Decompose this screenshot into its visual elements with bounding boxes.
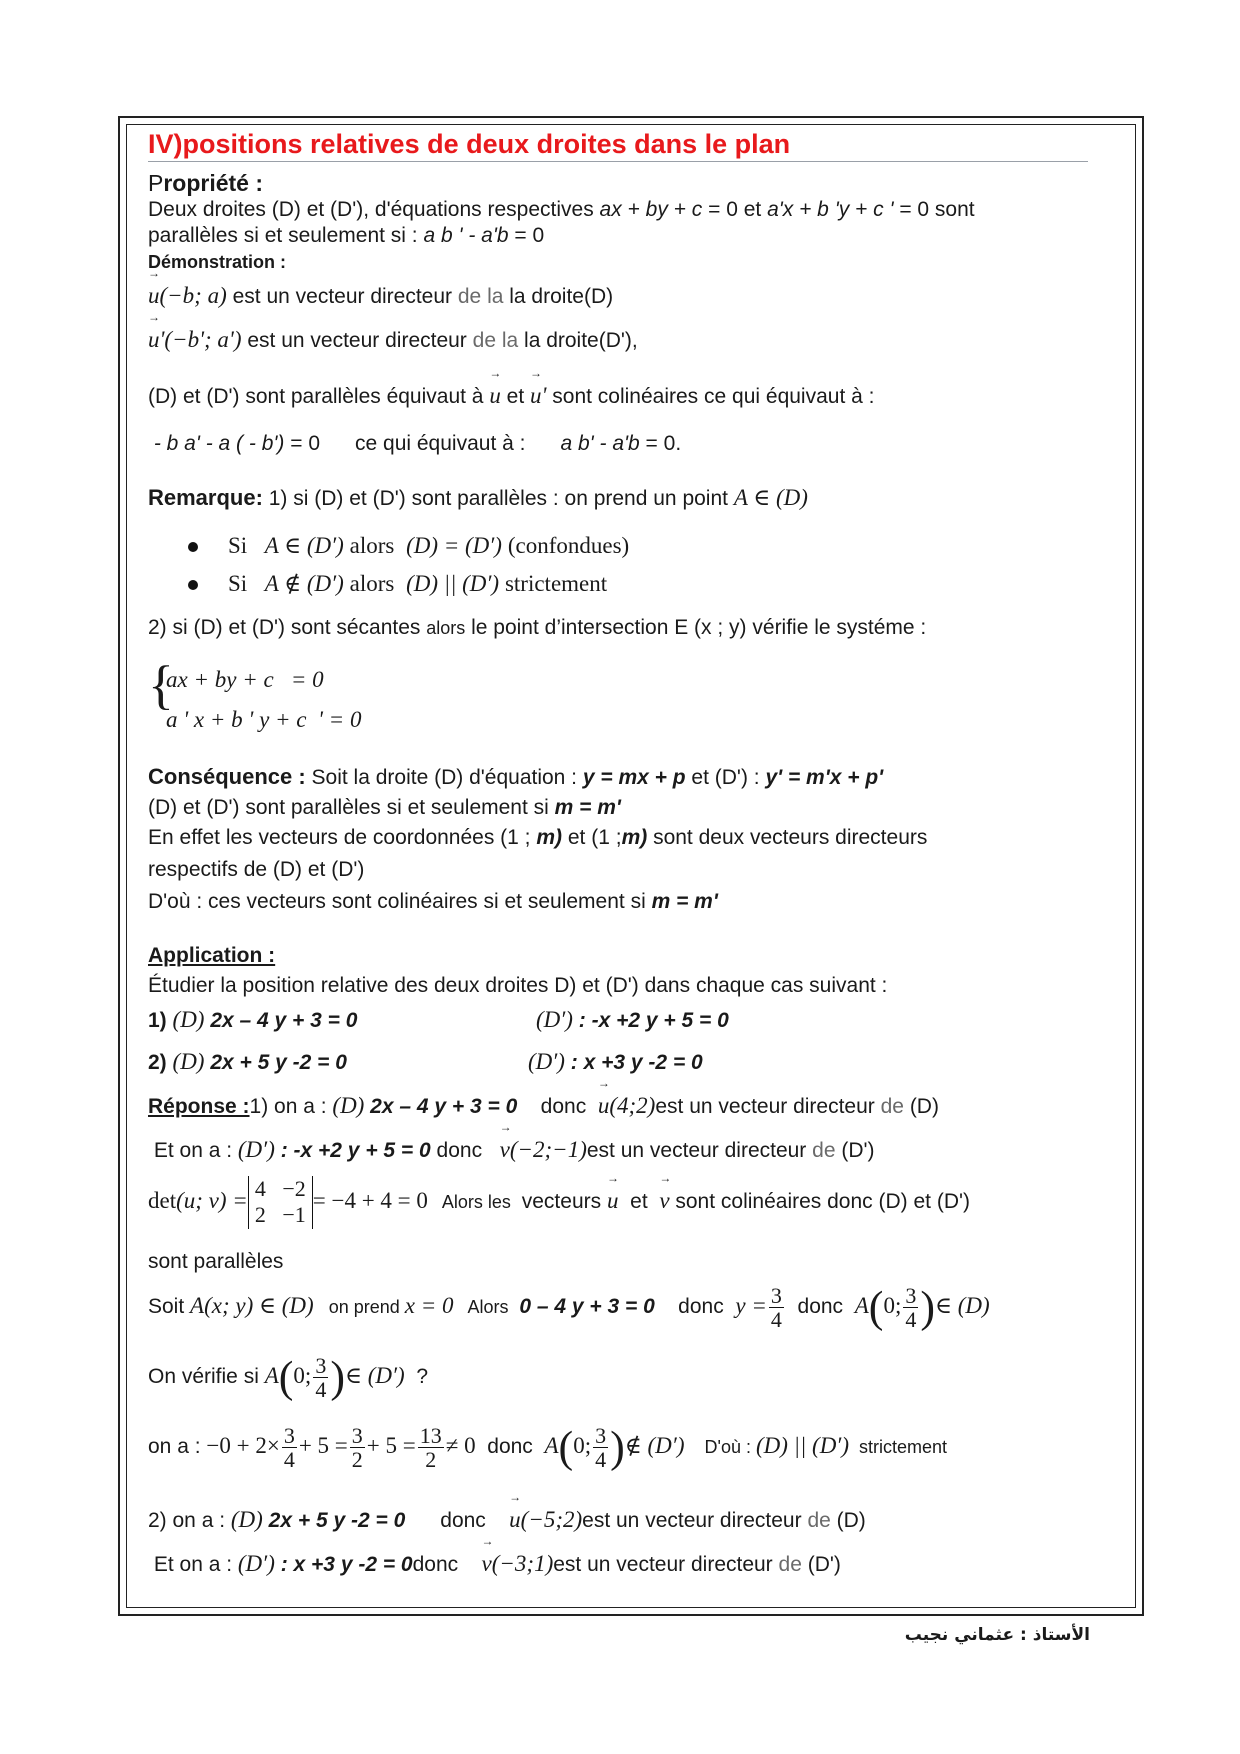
propriete-text-2: parallèles si et seulement si : a b ' - a'b = 0 [148,224,545,247]
consequence-line-1: Conséquence : Soit la droite (D) d'équation : y = mx + p et (D') : y' = m'x + p' [148,764,884,789]
fraction: $\frac{3}{2}$ [351,1423,363,1473]
demonstration-heading: Démonstration : [148,252,287,272]
fraction: $\frac{3}{4}$ [770,1283,782,1333]
application-case-1-second: (D′) : -x +2 y + 5 = 0 [536,1007,729,1032]
propriete-heading: Propriété : [148,170,264,196]
fraction: $\frac{3}{4}$ [315,1353,327,1403]
application-case-1: 1) (D) 2x – 4 y + 3 = 0 [148,1007,358,1032]
application-intro: Étudier la position relative des deux droites D) et (D') dans chaque cas suivant : [148,974,888,997]
reponse-line-3: 2) on a : (D) 2x + 5 y -2 = 0 donc → u(−5;2)est un vecteur directeur de (D) [148,1504,866,1535]
reponse-line-1: Réponse :1) on a : (D) 2x – 4 y + 3 = 0 donc → u(4;2)est un vecteur directeur de (D) [148,1090,939,1121]
application-case-2: 2) (D) 2x + 5 y -2 = 0 [148,1049,347,1074]
remarque-line-1: Remarque: 1) si (D) et (D') sont parallèles : on prend un point A ∈ (D) [148,485,808,510]
soit-line: Soit A(x; y) ∈ (D) on prend x = 0 Alors 0 – 4 y + 3 = 0 donc y = $\frac{3}{4}$ donc A(0; $\frac{3}{4}$ )∈ (D) [148,1282,990,1333]
consequence-line-4: respectifs de (D) et (D') [148,858,365,881]
demonstration-line-2: → u'(−b'; a') est un vecteur directeur de la la droite(D'), [148,324,638,355]
propriete-text-1: Deux droites (D) et (D'), d'équations respectives ax + by + c = 0 et a'x + b 'y + c ' = 0 sont [148,198,975,221]
calculation-line: on a : −0 + 2× $\frac{3}{4}$ + 5 = $\frac{3}{2}$ + 5 = $\frac{13}{2}$ ≠ 0 donc A(0; $\frac{3}{4}$ )∉ (D′) D'où : (D) || (D′) strictement [148,1422,948,1473]
application-heading: Application : [148,944,276,967]
fraction: $\frac{3}{4}$ [283,1423,295,1473]
reponse-line-2: Et on a : (D′) : -x +2 y + 5 = 0 donc → v(−2;−1)est un vecteur directeur de (D') [148,1134,875,1165]
remarque-line-2: 2) si (D) et (D') sont sécantes alors le point d’intersection E (x ; y) vérifie le systéme : [148,616,927,639]
section-title: IV)positions relatives de deux droites dans le plan [148,129,791,159]
determinant-matrix: 4 −2 2 −1 [248,1176,313,1229]
fraction: $\frac{13}{2}$ [419,1423,442,1473]
bullet-icon [188,580,198,590]
determinant-line: det(u; v) = 4 −2 2 −1 = −4 + 4 = 0 Alors les vecteurs → u et → v sont colinéaires donc (D) et (D') [148,1176,970,1229]
title-divider [148,161,1088,162]
demonstration-line-3: (D) et (D') sont parallèles équivaut à → u et → u' sont colinéaires ce qui équivaut à : [148,380,874,411]
determinant-conclusion: sont parallèles [148,1250,284,1273]
demonstration-line-1: → u(−b; a) est un vecteur directeur de la la droite(D) [148,280,613,311]
fraction: $\frac{3}{4}$ [595,1423,607,1473]
verification-line: On vérifie si A(0; $\frac{3}{4}$ )∈ (D′) ? [148,1352,429,1403]
equation-system: { ax + by + c = 0 a ' x + b ' y + c ' = 0 [148,655,362,732]
consequence-line-5: D'où : ces vecteurs sont colinéaires si et seulement si m = m' [148,890,718,913]
consequence-line-3: En effet les vecteurs de coordonnées (1 ; m) et (1 ;m) sont deux vecteurs directeurs [148,826,928,849]
demonstration-line-4: - b a' - a ( - b') = 0 ce qui équivaut à : a b' - a'b = 0. [153,432,682,455]
reponse-line-4: Et on a : (D′) : x +3 y -2 = 0donc → v(−3;1)est un vecteur directeur de (D') [148,1548,841,1579]
application-case-2-second: (D′) : x +3 y -2 = 0 [528,1049,703,1074]
system-brace: { [148,655,174,715]
fraction: $\frac{3}{4}$ [905,1283,917,1333]
remarque-bullet-2: Si A ∉ (D′) alors (D) || (D′) strictement [188,568,607,599]
bullet-icon [188,542,198,552]
consequence-line-2: (D) et (D') sont parallèles si et seulement si m = m' [148,796,621,819]
teacher-signature: الأستاذ : عثماني نجيب [904,1625,1090,1645]
remarque-bullet-1: Si A ∈ (D′) alors (D) = (D′) (confondues) [188,530,629,561]
